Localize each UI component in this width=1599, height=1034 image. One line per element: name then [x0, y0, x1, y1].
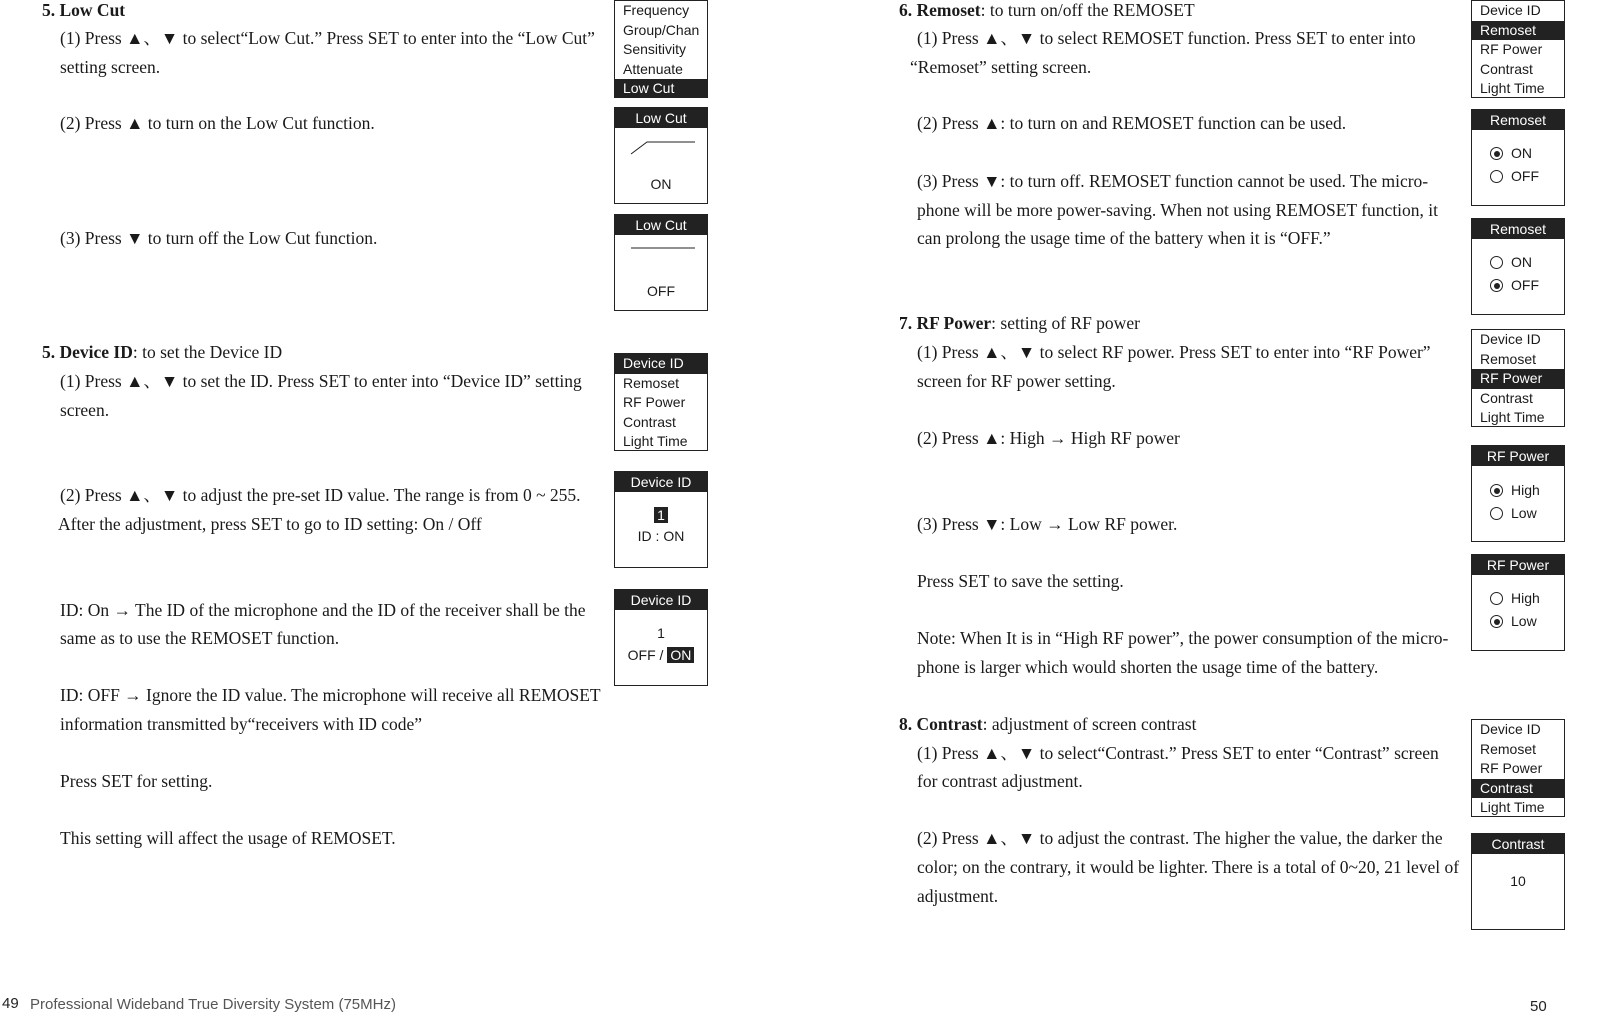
radio-checked-icon	[1490, 279, 1503, 292]
radio-unchecked-icon	[1490, 507, 1503, 520]
radio-label: Low	[1511, 613, 1537, 629]
remoset-step1-cont: “Remoset” setting screen.	[910, 57, 1092, 77]
remoset-heading: 6. Remoset	[899, 0, 981, 20]
lcd-menu-item: RF Power	[623, 394, 686, 410]
lcd-menu-item: Contrast	[1480, 389, 1533, 406]
lcd-menu-item: Light Time	[1480, 409, 1545, 425]
radio-label: ON	[1511, 145, 1532, 161]
deviceid-step1-cont: screen.	[60, 400, 110, 420]
radio-low	[1490, 504, 1537, 522]
lcd-title: Device ID	[615, 472, 707, 492]
contrast-step1-cont: for contrast adjustment.	[917, 771, 1083, 791]
lcd-title: RF Power	[1472, 446, 1564, 466]
lcd-title: Contrast	[1472, 834, 1564, 854]
deviceid-press-set: Press SET for setting.	[60, 771, 213, 791]
radio-label: High	[1511, 482, 1540, 498]
remoset-step1: (1) Press ▲、▼ to select REMOSET function. Press SET to enter into	[917, 28, 1416, 48]
deviceid-off-note-cont: information transmitted by“receivers with ID code”	[60, 714, 423, 734]
lowcut-step1: (1) Press ▲、▼ to select“Low Cut.” Press SET to enter into the “Low Cut”	[60, 28, 595, 48]
radio-off	[1490, 276, 1539, 294]
radio-high	[1490, 589, 1540, 607]
id-status: ID : ON	[637, 528, 685, 544]
lcd-menu-item: Frequency	[623, 2, 690, 18]
deviceid-heading-rest: : to set the Device ID	[132, 342, 283, 362]
radio-label: Low	[1511, 505, 1537, 521]
lcd-deviceid-onoff	[614, 589, 708, 686]
contrast-heading-rest: : adjustment of screen contrast	[982, 714, 1197, 734]
lcd-menu-contrast	[1471, 719, 1565, 817]
radio-low	[1490, 612, 1537, 630]
id-number-wrap	[615, 507, 707, 523]
rfpower-step3: (3) Press ▼: Low → Low RF power.	[917, 514, 1178, 534]
lcd-menu-item-selected: Contrast	[1472, 779, 1564, 799]
contrast-heading: 8. Contrast	[899, 714, 983, 734]
rfpower-heading-rest: : setting of RF power	[991, 313, 1140, 333]
deviceid-off-note: ID: OFF → Ignore the ID value. The microphone will receive all REMOSET	[60, 685, 601, 705]
lcd-title: Remoset	[1472, 110, 1564, 130]
rfpower-press-set: Press SET to save the setting.	[917, 571, 1124, 591]
radio-unchecked-icon	[1490, 170, 1503, 183]
deviceid-remoset-note: This setting will affect the usage of REMOSET.	[60, 828, 396, 848]
rfpower-step2: (2) Press ▲: High → High RF power	[917, 428, 1180, 448]
rfpower-note-cont: phone is larger which would shorten the usage time of the battery.	[917, 657, 1379, 677]
remoset-step3-cont2: can prolong the usage time of the battery when it is “OFF.”	[917, 228, 1331, 248]
id-onoff	[615, 647, 707, 663]
rfpower-step1-cont: screen for RF power setting.	[917, 371, 1116, 391]
lcd-menu-item-selected: Remoset	[1472, 21, 1564, 41]
lcd-menu-remoset	[1471, 0, 1565, 98]
radio-label: OFF	[1511, 168, 1539, 184]
lcd-menu-item: Contrast	[1480, 60, 1533, 77]
lcd-menu-item: RF Power	[1480, 41, 1543, 57]
remoset-step3: (3) Press ▼: to turn off. REMOSET function cannot be used. The micro-	[917, 171, 1429, 191]
remoset-heading-line	[899, 0, 1195, 20]
page-number-right: 50	[1530, 998, 1547, 1015]
id-number: 1	[654, 507, 668, 523]
lcd-menu-item: Contrast	[623, 413, 676, 430]
deviceid-on-note: ID: On → The ID of the microphone and the ID of the receiver shall be the	[60, 600, 586, 620]
rfpower-note: Note: When It is in “High RF power”, the power consumption of the micro-	[917, 628, 1449, 648]
id-off-label: OFF /	[627, 647, 664, 663]
contrast-value: 10	[1510, 873, 1526, 889]
lcd-menu-item: Attenuate	[623, 60, 683, 77]
contrast-step2: (2) Press ▲、▼ to adjust the contrast. The higher the value, the darker the	[917, 828, 1443, 848]
lcd-remoset-on	[1471, 109, 1565, 206]
lcd-menu-item-selected: Device ID	[615, 354, 707, 374]
lcd-menu-item: Remoset	[1480, 350, 1537, 367]
lcd-title: Device ID	[615, 590, 707, 610]
lcd-remoset-off	[1471, 218, 1565, 315]
page-number-left: 49	[2, 995, 19, 1012]
lcd-lowcut-on	[614, 107, 708, 204]
lowcut-curve-icon	[629, 138, 699, 156]
lcd-menu-deviceid	[614, 353, 708, 451]
deviceid-heading: 5. Device ID	[42, 342, 133, 362]
id-on-selected: ON	[667, 647, 694, 663]
radio-checked-icon	[1490, 615, 1503, 628]
lcd-menu-item: Device ID	[1480, 721, 1541, 737]
radio-on	[1490, 144, 1532, 162]
lcd-menu-item: Remoset	[1480, 740, 1537, 757]
rfpower-heading: 7. RF Power	[899, 313, 992, 333]
radio-off	[1490, 167, 1539, 185]
deviceid-step2: (2) Press ▲、▼ to adjust the pre-set ID value. The range is from 0 ~ 255.	[60, 485, 581, 505]
lcd-deviceid-number	[614, 471, 708, 568]
radio-checked-icon	[1490, 484, 1503, 497]
id-number: 1	[657, 625, 665, 641]
radio-high	[1490, 481, 1540, 499]
footer-title: Professional Wideband True Diversity System (75MHz)	[30, 996, 396, 1013]
lcd-value: ON	[650, 176, 672, 192]
radio-checked-icon	[1490, 147, 1503, 160]
rfpower-heading-line	[899, 313, 1140, 333]
lowcut-step3: (3) Press ▼ to turn off the Low Cut function.	[60, 228, 378, 248]
lcd-menu-rfpower	[1471, 329, 1565, 427]
deviceid-step2-cont: After the adjustment, press SET to go to ID setting: On / Off	[58, 514, 482, 534]
contrast-heading-line	[899, 714, 1196, 734]
remoset-step3-cont1: phone will be more power-saving. When not using REMOSET function, it	[917, 200, 1439, 220]
lcd-rfpower-low	[1471, 554, 1565, 651]
lowcut-step2: (2) Press ▲ to turn on the Low Cut function.	[60, 113, 375, 133]
lcd-title: RF Power	[1472, 555, 1564, 575]
lcd-title: Low Cut	[615, 108, 707, 128]
contrast-step1: (1) Press ▲、▼ to select“Contrast.” Press SET to enter “Contrast” screen	[917, 743, 1439, 763]
lowcut-step1-cont: setting screen.	[60, 57, 161, 77]
flat-line-icon	[629, 243, 699, 253]
lcd-menu-item: Light Time	[1480, 799, 1545, 815]
lcd-title: Remoset	[1472, 219, 1564, 239]
lcd-menu-item: Light Time	[623, 433, 688, 449]
deviceid-on-note-cont: same as to use the REMOSET function.	[60, 628, 340, 648]
radio-label: OFF	[1511, 277, 1539, 293]
lcd-value: OFF	[647, 283, 675, 299]
contrast-step2-cont2: adjustment.	[917, 886, 999, 906]
contrast-step2-cont1: color; on the contrary, it would be lighter. There is a total of 0~20, 21 level of	[917, 857, 1460, 877]
lcd-rfpower-high	[1471, 445, 1565, 542]
deviceid-heading-line	[42, 342, 282, 362]
remoset-step2: (2) Press ▲: to turn on and REMOSET function can be used.	[917, 113, 1347, 133]
lcd-contrast	[1471, 833, 1565, 930]
lcd-menu-item-selected: RF Power	[1472, 369, 1564, 389]
lcd-menu-lowcut	[614, 0, 708, 98]
radio-unchecked-icon	[1490, 256, 1503, 269]
lcd-menu-item: Device ID	[1480, 331, 1541, 347]
deviceid-step1: (1) Press ▲、▼ to set the ID. Press SET to enter into “Device ID” setting	[60, 371, 582, 391]
radio-unchecked-icon	[1490, 592, 1503, 605]
lcd-title: Low Cut	[615, 215, 707, 235]
lcd-menu-item: Sensitivity	[623, 41, 687, 57]
lcd-menu-item: Group/Chan	[623, 21, 700, 38]
lcd-menu-item: Device ID	[1480, 2, 1541, 18]
lcd-menu-item: Remoset	[623, 374, 680, 391]
radio-label: High	[1511, 590, 1540, 606]
rfpower-step1: (1) Press ▲、▼ to select RF power. Press SET to enter into “RF Power”	[917, 342, 1431, 362]
lcd-menu-item: Light Time	[1480, 80, 1545, 96]
radio-label: ON	[1511, 254, 1532, 270]
lowcut-heading: 5. Low Cut	[42, 0, 126, 20]
lcd-menu-item-selected: Low Cut	[615, 79, 707, 98]
lcd-menu-item: RF Power	[1480, 760, 1543, 776]
radio-on	[1490, 253, 1532, 271]
lcd-lowcut-off	[614, 214, 708, 311]
remoset-heading-rest: : to turn on/off the REMOSET	[980, 0, 1195, 20]
